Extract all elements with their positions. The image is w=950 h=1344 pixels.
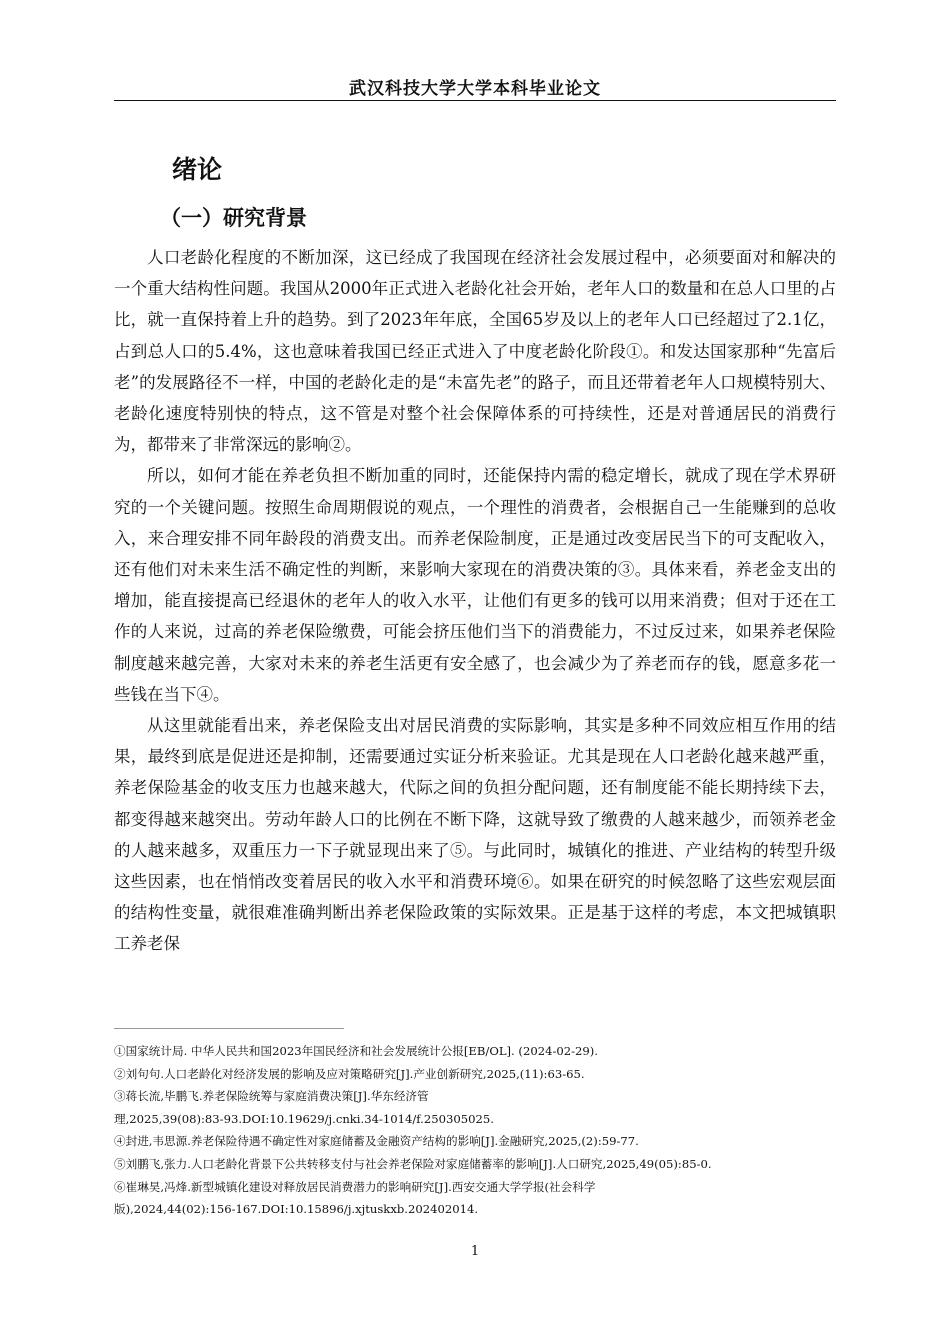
section-title: （一）研究背景	[160, 206, 307, 230]
footnote: 版),2024,44(02):156-167.DOI:10.15896/j.xjtuskxb.202402014.	[114, 1202, 479, 1217]
footnote-divider	[114, 1028, 344, 1029]
footnote: 理,2025,39(08):83-93.DOI:10.19629/j.cnki.34-1014/f.250305025.	[114, 1111, 494, 1126]
footnotes	[114, 1040, 836, 1221]
footnote: ③蒋长流,毕鹏飞.养老保险统筹与家庭消费决策[J].华东经济管	[114, 1089, 429, 1104]
paragraph: 从这里就能看出来，养老保险支出对居民消费的实际影响，其实是多种不同效应相互作用的结果，最终到底是促进还是抑制，还需要通过实证分析来验证。尤其是现在人口老龄化越来越严重，养老保险基金的收支压力也越来越大，代际之间的负担分配问题，还有制度能不能长期持续下去，都变得越来越突出。劳动年龄人口的比例在不断下降，这就导致了缴费的人越来越少，而领养老金的人越来越多，双重压力一下子就显现出来了⑤。与此同时，城镇化的推进、产业结构的转型升级这些因素，也在悄悄改变着居民的收入水平和消费环境⑥。如果在研究的时候忽略了这些宏观层面的结构性变量，就很难准确判断出养老保险政策的实际效果。正是基于这样的考虑，本文把城镇职工养老保	[114, 716, 836, 954]
footnote: ①国家统计局. 中华人民共和国2023年国民经济和社会发展统计公报[EB/OL]. (2024-02-29).	[114, 1044, 598, 1058]
header-divider	[114, 100, 836, 101]
body-text	[114, 242, 836, 960]
running-header: 武汉科技大学大学本科毕业论文	[349, 79, 601, 99]
page-number: 1	[470, 1244, 480, 1259]
footnote: ②刘句句.人口老龄化对经济发展的影响及应对策略研究[J].产业创新研究,2025,(11):63-65.	[114, 1066, 585, 1081]
footnote: ⑥崔琳昊,冯烽.新型城镇化建设对释放居民消费潜力的影响研究[J].西安交通大学学报(社会科学	[114, 1179, 596, 1194]
footnote: ④封进,韦思源.养老保险待遇不确定性对家庭储蓄及金融资产结构的影响[J].金融研究,2025,(2):59-77.	[114, 1134, 639, 1149]
footnote: ⑤刘鹏飞,张力.人口老龄化背景下公共转移支付与社会养老保险对家庭储蓄率的影响[J].人口研究,2025,49(05):85-0.	[114, 1156, 712, 1171]
chapter-title: 绪论	[172, 155, 223, 184]
paragraph: 所以，如何才能在养老负担不断加重的同时，还能保持内需的稳定增长，就成了现在学术界研究的一个关键问题。按照生命周期假说的观点，一个理性的消费者，会根据自己一生能赚到的总收入，来合理安排不同年龄段的消费支出。而养老保险制度，正是通过改变居民当下的可支配收入，还有他们对未来生活不确定性的判断，来影响大家现在的消费决策的③。具体来看，养老金支出的增加，能直接提高已经退休的老年人的收入水平，让他们有更多的钱可以用来消费；但对于还在工作的人来说，过高的养老保险缴费，可能会挤压他们当下的消费能力，不过反过来，如果养老保险制度越来越完善，大家对未来的养老生活更有安全感了，也会减少为了养老而存的钱，愿意多花一些钱在当下④。	[114, 466, 836, 704]
paragraph: 人口老龄化程度的不断加深，这已经成了我国现在经济社会发展过程中，必须要面对和解决的一个重大结构性问题。我国从2000年正式进入老龄化社会开始，老年人口的数量和在总人口里的占比，就一直保持着上升的趋势。到了2023年年底，全国65岁及以上的老年人口已经超过了2.1亿，占到总人口的5.4%，这也意味着我国已经正式进入了中度老龄化阶段①。和发达国家那种“先富后老”的发展路径不一样，中国的老龄化走的是“未富先老”的路子，而且还带着老年人口规模特别大、老龄化速度特别快的特点，这不管是对整个社会保障体系的可持续性，还是对普通居民的消费行为，都带来了非常深远的影响②。	[114, 248, 836, 455]
